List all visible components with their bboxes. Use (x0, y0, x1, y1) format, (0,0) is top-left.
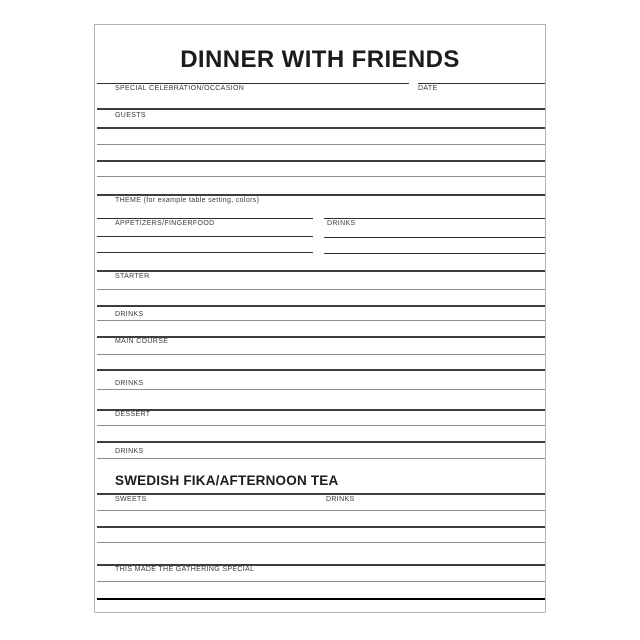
date-label: DATE (418, 85, 438, 92)
rule-line (324, 218, 545, 219)
drinks-label: DRINKS (326, 496, 355, 503)
starter-label: STARTER (115, 273, 150, 280)
rule-line (97, 389, 545, 390)
rule-line (97, 354, 545, 355)
rule-line (97, 252, 313, 253)
rule-line (97, 144, 545, 145)
guests-label: GUESTS (115, 112, 146, 119)
rule-line (97, 510, 545, 511)
rule-line (97, 127, 545, 129)
planner-page (94, 24, 546, 613)
page-title: DINNER WITH FRIENDS (180, 46, 460, 73)
rule-line (97, 369, 545, 371)
rule-line (97, 425, 545, 426)
rule-line (97, 526, 545, 528)
special-celebration-label: SPECIAL CELEBRATION/OCCASION (115, 85, 245, 92)
rule-line (97, 160, 545, 162)
rule-line (324, 237, 545, 238)
rule-line (97, 493, 545, 495)
main-course-label: MAIN COURSE (115, 338, 169, 345)
gathering-special-label: THIS MADE THE GATHERING SPECIAL (115, 566, 255, 573)
theme-label: THEME (for example table setting, colors) (115, 197, 260, 204)
dessert-label: DESSERT (115, 411, 151, 418)
rule-line (97, 458, 545, 459)
rule-line (97, 176, 545, 177)
sweets-label: SWEETS (115, 496, 147, 503)
rule-line (324, 253, 545, 254)
rule-line (97, 194, 545, 196)
rule-line (97, 598, 545, 600)
rule-line (97, 409, 545, 411)
fika-section-heading: SWEDISH FIKA/AFTERNOON TEA (115, 473, 339, 488)
rule-line (418, 83, 545, 84)
rule-line (97, 320, 545, 321)
rule-line (97, 441, 545, 443)
drinks-label: DRINKS (115, 448, 144, 455)
rule-line (97, 270, 545, 272)
rule-line (97, 542, 545, 543)
appetizers-label: APPETIZERS/FINGERFOOD (115, 220, 215, 227)
rule-line (97, 236, 313, 237)
drinks-label: DRINKS (327, 220, 356, 227)
rule-line (97, 581, 545, 582)
rule-line (97, 83, 409, 84)
rule-line (97, 305, 545, 307)
rule-line (97, 108, 545, 110)
drinks-label: DRINKS (115, 380, 144, 387)
rule-line (97, 218, 313, 219)
drinks-label: DRINKS (115, 311, 144, 318)
rule-line (97, 289, 545, 290)
